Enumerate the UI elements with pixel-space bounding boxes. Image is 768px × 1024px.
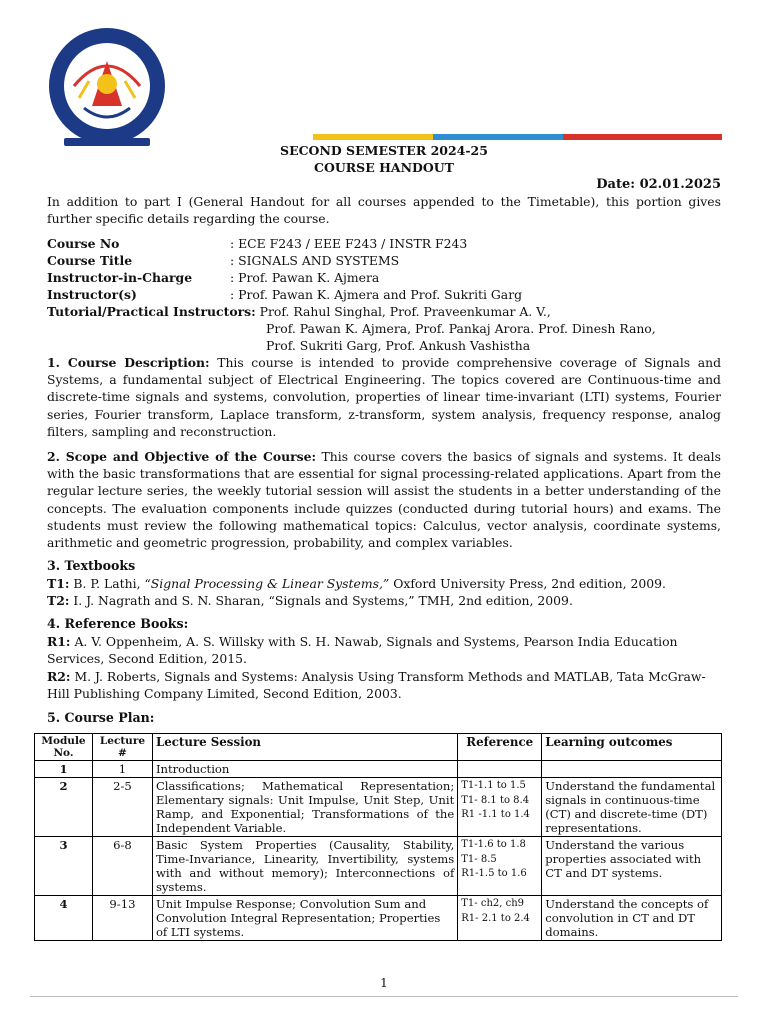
ref-item: T1- 8.1 to 8.4	[461, 794, 530, 806]
cell-lecture: 2-5	[92, 778, 152, 837]
ref-code: R1:	[47, 634, 71, 649]
cell-lecture: 6-8	[92, 837, 152, 896]
cell-session: Classifications; Mathematical Representation; Elementary signals: Unit Impulse, Unit Step, Unit Ramp, and Exponential; Transformations of the Independent Variable.	[152, 778, 457, 837]
ref-text: M. J. Roberts, Signals and Systems: Analysis Using Transform Methods and MATLAB, Tata McGraw-Hill Publishing Company Limited, Second Edition, 2003.	[47, 669, 706, 702]
table-row	[35, 837, 722, 896]
cell-outcome: Understand the various properties associated with CT and DT systems.	[542, 837, 722, 896]
ref-rest: Oxford University Press, 2nd edition, 2009.	[389, 576, 666, 591]
tutorial-line-3: Prof. Sukriti Garg, Prof. Ankush Vashistha	[266, 338, 531, 353]
course-plan-title: 5. Course Plan:	[47, 710, 155, 725]
course-plan-table	[34, 733, 722, 941]
info-value: : Prof. Pawan K. Ajmera	[230, 270, 380, 285]
university-seal-icon	[44, 26, 170, 152]
info-instructor-in-charge	[47, 269, 379, 286]
document-date: Date: 02.01.2025	[596, 177, 721, 192]
info-value: : Prof. Pawan K. Ajmera and Prof. Sukriti Garg	[230, 287, 523, 302]
cell-lecture: 9-13	[92, 896, 152, 941]
info-course-title	[47, 252, 399, 269]
cell-outcome	[542, 761, 722, 778]
ref-code: R2:	[47, 669, 71, 684]
info-instructors	[47, 286, 522, 303]
ref-author: B. P. Lathi,	[69, 576, 145, 591]
header-module: Module No.	[35, 734, 93, 761]
cell-reference	[458, 778, 542, 837]
cell-outcome: Understand the fundamental signals in continuous-time (CT) and discrete-time (DT) representations.	[542, 778, 722, 837]
textbook-t1	[47, 575, 721, 592]
cell-reference	[458, 896, 542, 941]
table-row	[35, 896, 722, 941]
cell-session: Basic System Properties (Causality, Stability, Time-Invariance, Linearity, Invertibility, systems with and without memory); Interconnections of systems.	[152, 837, 457, 896]
cell-session: Unit Impulse Response; Convolution Sum and Convolution Integral Representation; Properties of LTI systems.	[152, 896, 457, 941]
ref-book-title: “Signal Processing & Linear Systems,”	[144, 576, 390, 591]
ref-item: T1-1.1 to 1.5	[461, 780, 526, 791]
cell-module: 4	[35, 896, 93, 941]
info-label: Instructor-in-Charge	[47, 270, 193, 285]
page-number: 1	[380, 976, 388, 990]
ref-text: I. J. Nagrath and S. N. Sharan, “Signals and Systems,” TMH, 2nd edition, 2009.	[69, 593, 573, 608]
bar-red	[563, 134, 722, 140]
info-value: : SIGNALS AND SYSTEMS	[230, 253, 400, 268]
header-reference: Reference	[458, 734, 542, 761]
info-value: : ECE F243 / EEE F243 / INSTR F243	[230, 236, 468, 251]
cell-session: Introduction	[152, 761, 457, 778]
cell-module: 1	[35, 761, 93, 778]
info-course-no	[47, 235, 467, 252]
cell-lecture: 1	[92, 761, 152, 778]
textbook-t2	[47, 592, 721, 609]
ref-item: T1-1.6 to 1.8	[461, 839, 526, 850]
textbooks-title: 3. Textbooks	[47, 558, 136, 573]
course-description	[47, 354, 721, 440]
section-title: 1. Course Description:	[47, 355, 210, 370]
reference-r1	[47, 633, 721, 667]
handout-heading: COURSE HANDOUT	[314, 160, 454, 175]
cell-reference	[458, 761, 542, 778]
table-row	[35, 761, 722, 778]
info-label: Course No	[47, 236, 120, 251]
tutorial-line-1: Prof. Rahul Singhal, Prof. Praveenkumar A. V.,	[259, 304, 551, 319]
bar-blue	[433, 134, 563, 140]
cell-outcome: Understand the concepts of convolution in CT and DT domains.	[542, 896, 722, 941]
table-row	[35, 778, 722, 837]
reference-r2	[47, 668, 721, 702]
cell-module: 3	[35, 837, 93, 896]
bar-yellow	[313, 134, 433, 140]
ref-item: R1- 2.1 to 2.4	[461, 912, 530, 924]
table-header-row	[35, 734, 722, 761]
info-label: Course Title	[47, 253, 133, 268]
header-outcomes: Learning outcomes	[542, 734, 722, 761]
header-session: Lecture Session	[152, 734, 457, 761]
ref-item: T1- ch2, ch9	[461, 898, 525, 909]
section-title: 2. Scope and Objective of the Course:	[47, 449, 317, 464]
ref-item: T1- 8.5	[461, 853, 497, 865]
semester-heading: SECOND SEMESTER 2024-25	[280, 143, 488, 158]
scope-objective	[47, 448, 721, 551]
ref-code: T2:	[47, 593, 70, 608]
cell-module: 2	[35, 778, 93, 837]
ref-code: T1:	[47, 576, 70, 591]
ref-item: R1-1.5 to 1.6	[461, 868, 527, 879]
info-label: Instructor(s)	[47, 287, 137, 302]
section-text: This course is intended to provide comprehensive coverage of Signals and Systems, a fundamental subject of Electrical Engineering. The topics covered are Continuous-time and discrete-time signals and systems, convolution, properties of linear time-invariant (LTI) systems, Fourier series, Fourier transform, Laplace transform, z-transform, system analysis, frequency response, analog filters, sampling and reconstruction.	[47, 355, 721, 439]
footer-divider	[30, 996, 738, 997]
ref-text: A. V. Oppenheim, A. S. Willsky with S. H. Nawab, Signals and Systems, Pearson India Education Services, Second Edition, 2015.	[47, 634, 678, 667]
intro-paragraph: In addition to part I (General Handout for all courses appended to the Timetable), this portion gives further specific details regarding the course.	[47, 194, 721, 227]
info-label: Tutorial/Practical Instructors:	[47, 304, 256, 319]
section-text: This course covers the basics of signals and systems. It deals with the basic transformations that are essential for signal processing-related applications. Apart from the regular lecture series, the weekly tutorial session will assist the students in a better understanding of the concepts. The evaluation components include quizzes (conducted during tutorial hours) and exams. The students must review the following mathematical topics: Calculus, vector analysis, coordinate systems, arithmetic and geometric progression, probability, and complex variables.	[47, 449, 721, 551]
header-lecture: Lecture #	[92, 734, 152, 761]
reference-books-title: 4. Reference Books:	[47, 616, 189, 631]
cell-reference	[458, 837, 542, 896]
tutorial-line-2: Prof. Pawan K. Ajmera, Prof. Pankaj Arora. Prof. Dinesh Rano,	[266, 321, 656, 336]
header-color-bar	[313, 134, 722, 140]
info-tutorial-instructors	[47, 303, 551, 320]
ref-item: R1 -1.1 to 1.4	[461, 809, 530, 820]
